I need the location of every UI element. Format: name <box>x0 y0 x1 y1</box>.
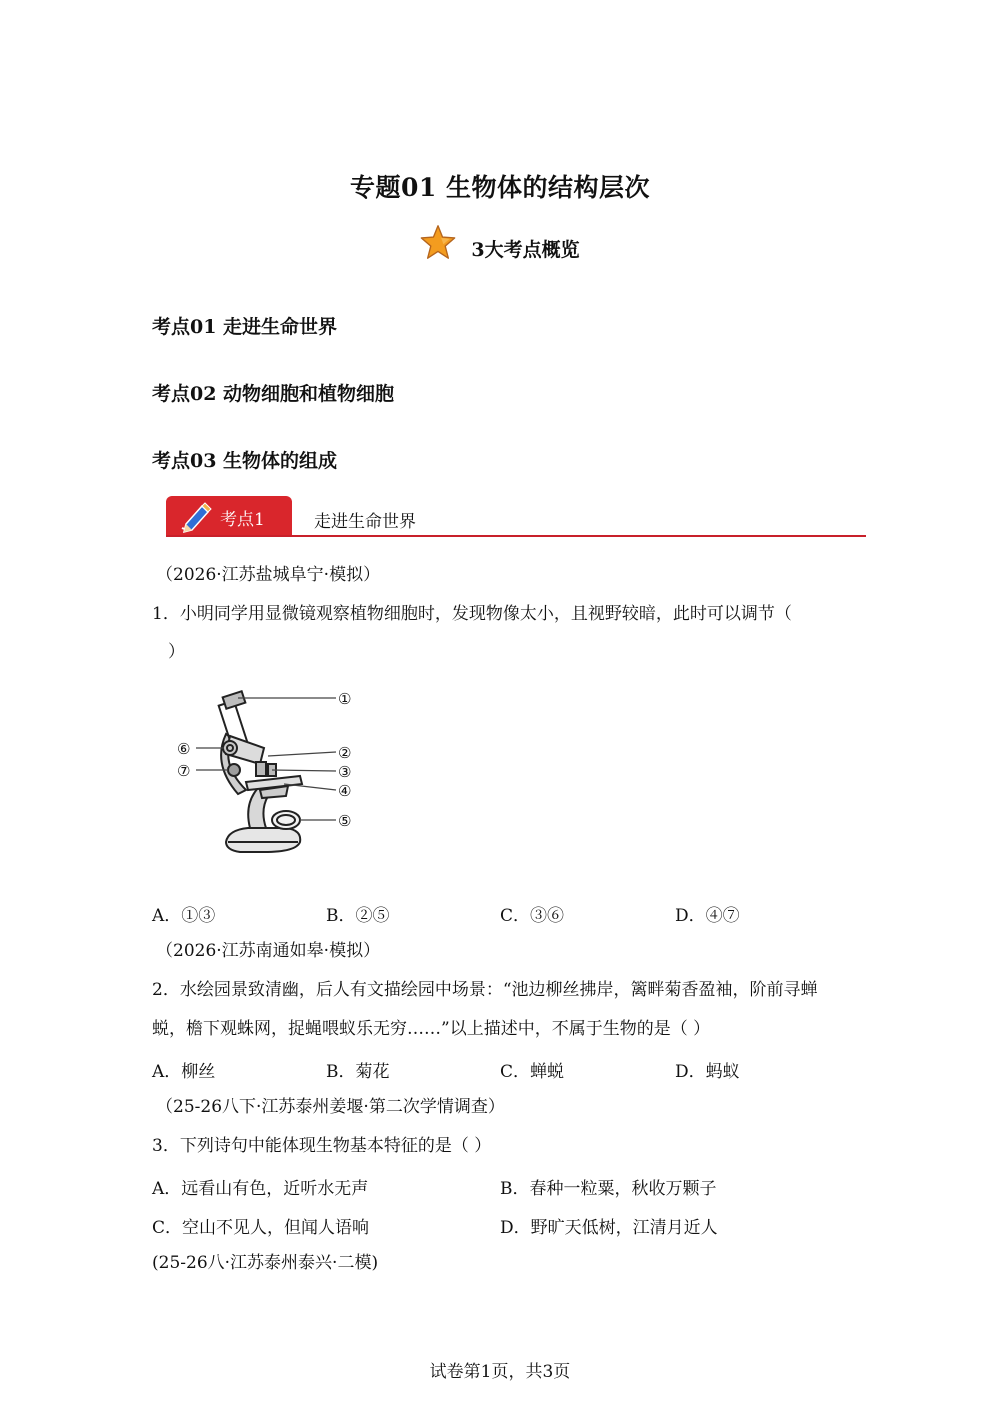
kaodian-01: 考点01 走进生命世界 <box>152 316 338 338</box>
q2-option-c: C．蝉蜕 <box>500 1062 565 1082</box>
section-name: 走进生命世界 <box>314 512 416 532</box>
q2-option-d: D．蚂蚁 <box>675 1062 740 1082</box>
q3-stem: 3．下列诗句中能体现生物基本特征的是（ ） <box>152 1136 492 1156</box>
q4-source: (25-26八·江苏泰州泰兴·二模) <box>152 1253 379 1273</box>
fig-label-2: ② <box>338 744 352 762</box>
kaodian-03: 考点03 生物体的组成 <box>152 450 338 472</box>
overview-heading <box>0 230 1000 270</box>
pencil-icon <box>178 500 212 534</box>
q2-stem-line1: 2．水绘园景致清幽，后人有文描绘园中场景：“池边柳丝拂岸，篱畔菊香盈袖，阶前寻蝉 <box>152 980 818 1000</box>
fig-label-4: ④ <box>338 782 352 800</box>
fig-label-3: ③ <box>338 763 352 781</box>
q3-option-d: D．野旷天低树，江清月近人 <box>500 1218 718 1238</box>
q1-option-b: B．②⑤ <box>326 906 390 926</box>
q3-source: （25-26八下·江苏泰州姜堰·第二次学情调查） <box>156 1097 505 1117</box>
q2-option-b: B．菊花 <box>326 1062 390 1082</box>
q3-option-a: A．远看山有色，近听水无声 <box>152 1179 369 1199</box>
q1-source: （2026·江苏盐城阜宁·模拟） <box>156 565 381 585</box>
q3-option-b: B．春种一粒粟，秋收万颗子 <box>500 1179 717 1199</box>
q1-option-d: D．④⑦ <box>675 906 740 926</box>
overview-label: 3大考点概览 <box>471 238 580 261</box>
page-title: 专题01 生物体的结构层次 <box>350 173 650 202</box>
page-footer: 试卷第1页，共3页 <box>429 1362 571 1382</box>
q3-option-c: C．空山不见人，但闻人语响 <box>152 1218 370 1238</box>
q1-option-a: A．①③ <box>152 906 216 926</box>
fig-label-1: ① <box>338 690 352 708</box>
fig-label-7: ⑦ <box>177 762 191 780</box>
q2-stem-line2: 蜕，檐下观蛛网，捉蝇喂蚁乐无穷……”以上描述中，不属于生物的是（ ） <box>152 1019 711 1039</box>
section-banner <box>166 496 866 540</box>
q2-source: （2026·江苏南通如皋·模拟） <box>156 941 381 961</box>
section-tag <box>166 496 292 536</box>
q1-stem-line2: ） <box>168 642 185 662</box>
section-divider <box>166 535 866 537</box>
q2-option-a: A．柳丝 <box>152 1062 216 1082</box>
q1-option-c: C．③⑥ <box>500 906 565 926</box>
kaodian-02: 考点02 动物细胞和植物细胞 <box>152 383 395 405</box>
star-icon <box>420 224 456 260</box>
section-tag-label: 考点1 <box>220 510 265 530</box>
q1-stem-line1: 1．小明同学用显微镜观察植物细胞时，发现物像太小，且视野较暗，此时可以调节（ <box>152 604 792 624</box>
microscope-figure <box>168 684 368 864</box>
fig-label-5: ⑤ <box>338 812 352 830</box>
fig-label-6: ⑥ <box>177 740 191 758</box>
